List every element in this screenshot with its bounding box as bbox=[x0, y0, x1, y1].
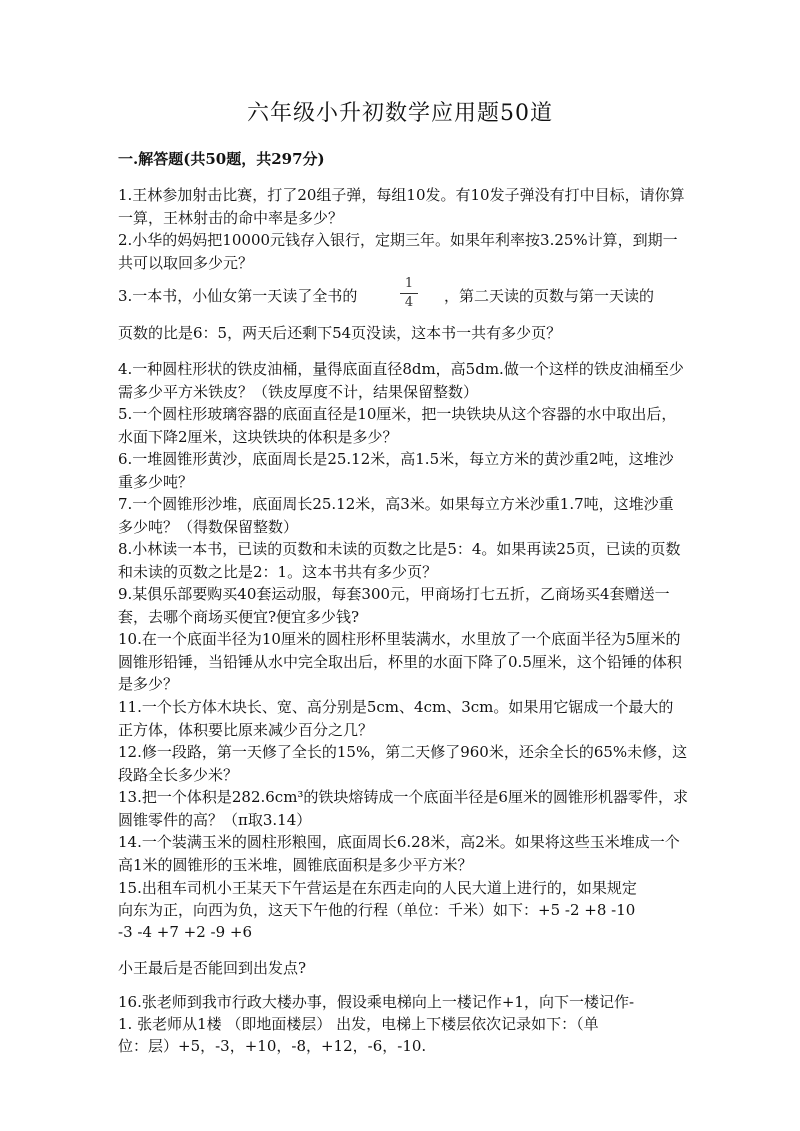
question-16-line-2: 1. 张老师从1楼 （即地面楼层） 出发，电梯上下楼层依次记录如下：（单 bbox=[118, 1015, 599, 1033]
question-15-line-3: -3 -4 +7 +2 -9 +6 bbox=[118, 923, 253, 941]
question-16-line-3: 位：层）+5，-3，+10，-8，+12，-6，-10. bbox=[118, 1037, 427, 1055]
question-4: 4.一种圆柱形状的铁皮油桶，量得底面直径8dm，高5dm.做一个这样的铁皮油桶至少需多少平方米铁皮？（铁皮厚度不计，结果保留整数） bbox=[118, 360, 684, 401]
fraction-denominator: 4 bbox=[404, 295, 414, 310]
question-14: 14.一个装满玉米的圆柱形粮囤，底面周长6.28米，高2米。如果将这些玉米堆成一个高1米的圆锥形的玉米堆，圆锥底面积是多少平方米？ bbox=[118, 833, 680, 874]
fraction-bar bbox=[400, 293, 418, 294]
page-title: 六年级小升初数学应用题50道 bbox=[247, 101, 553, 126]
question-15-subquestion: 小王最后是否能回到出发点? bbox=[118, 959, 307, 977]
question-5: 5.一个圆柱形玻璃容器的底面直径是10厘米，把一块铁块从这个容器的水中取出后，水面下降2厘米，这块铁块的体积是多少？ bbox=[118, 405, 677, 446]
question-13: 13.把一个体积是282.6cm³的铁块熔铸成一个底面半径是6厘米的圆锥形机器零件，求圆锥零件的高？（π取3.14） bbox=[118, 788, 688, 829]
question-10: 10.在一个底面半径为10厘米的圆柱形杯里装满水，水里放了一个底面半径为5厘米的圆锥形铅锤，当铅锤从水中完全取出后，杯里的水面下降了0.5厘米，这个铅锤的体积是多少？ bbox=[118, 630, 682, 693]
question-15-line-2: 向东为正，向西为负，这天下午他的行程（单位：千米）如下：+5 -2 +8 -10 bbox=[118, 901, 636, 919]
question-2: 2.小华的妈妈把10000元钱存入银行，定期三年。如果年利率按3.25%计算，到期一共可以取回多少元？ bbox=[118, 231, 678, 272]
question-9: 9.某俱乐部要购买40套运动服，每套300元，甲商场打七五折，乙商场买4套赠送一套，去哪个商场买便宜?便宜多少钱? bbox=[118, 585, 670, 626]
question-3-text-middle: ，第二天读的页数与第一天读的 bbox=[444, 287, 655, 305]
question-12: 12.修一段路，第一天修了全长的15%，第二天修了960米，还余全长的65%未修，这段路全长多少米？ bbox=[118, 743, 688, 784]
question-11: 11.一个长方体木块长、宽、高分别是5cm、4cm、3cm。如果用它锯成一个最大的正方体，体积要比原来减少百分之几？ bbox=[118, 698, 674, 739]
question-15-line-1: 15.出租车司机小王某天下午营运是在东西走向的人民大道上进行的，如果规定 bbox=[118, 879, 637, 897]
fraction-one-quarter bbox=[400, 276, 418, 311]
question-16-line-1: 16.张老师到我市行政大楼办事，假设乘电梯向上一楼记作+1，向下一楼记作- bbox=[118, 993, 635, 1011]
question-3-text-start: 3.一本书，小仙女第一天读了全书的 bbox=[118, 287, 358, 305]
question-3-text-end: 页数的比是6：5，两天后还剩下54页没读，这本书一共有多少页？ bbox=[118, 324, 562, 342]
question-1: 1.王林参加射击比赛，打了20组子弹，每组10发。有10发子弹没有打中目标，请你算一算，王林射击的命中率是多少？ bbox=[118, 186, 685, 227]
question-6: 6.一堆圆锥形黄沙，底面周长是25.12米，高1.5米，每立方米的黄沙重2吨，这堆沙重多少吨？ bbox=[118, 450, 674, 491]
fraction-numerator: 1 bbox=[404, 276, 414, 291]
question-8: 8.小林读一本书，已读的页数和未读的页数之比是5：4。如果再读25页，已读的页数和未读的页数之比是2：1。这本书共有多少页？ bbox=[118, 540, 681, 581]
section-heading: 一.解答题(共50题，共297分) bbox=[118, 150, 325, 168]
question-7: 7.一个圆锥形沙堆，底面周长25.12米，高3米。如果每立方米沙重1.7吨，这堆沙重多少吨？（得数保留整数） bbox=[118, 495, 674, 536]
